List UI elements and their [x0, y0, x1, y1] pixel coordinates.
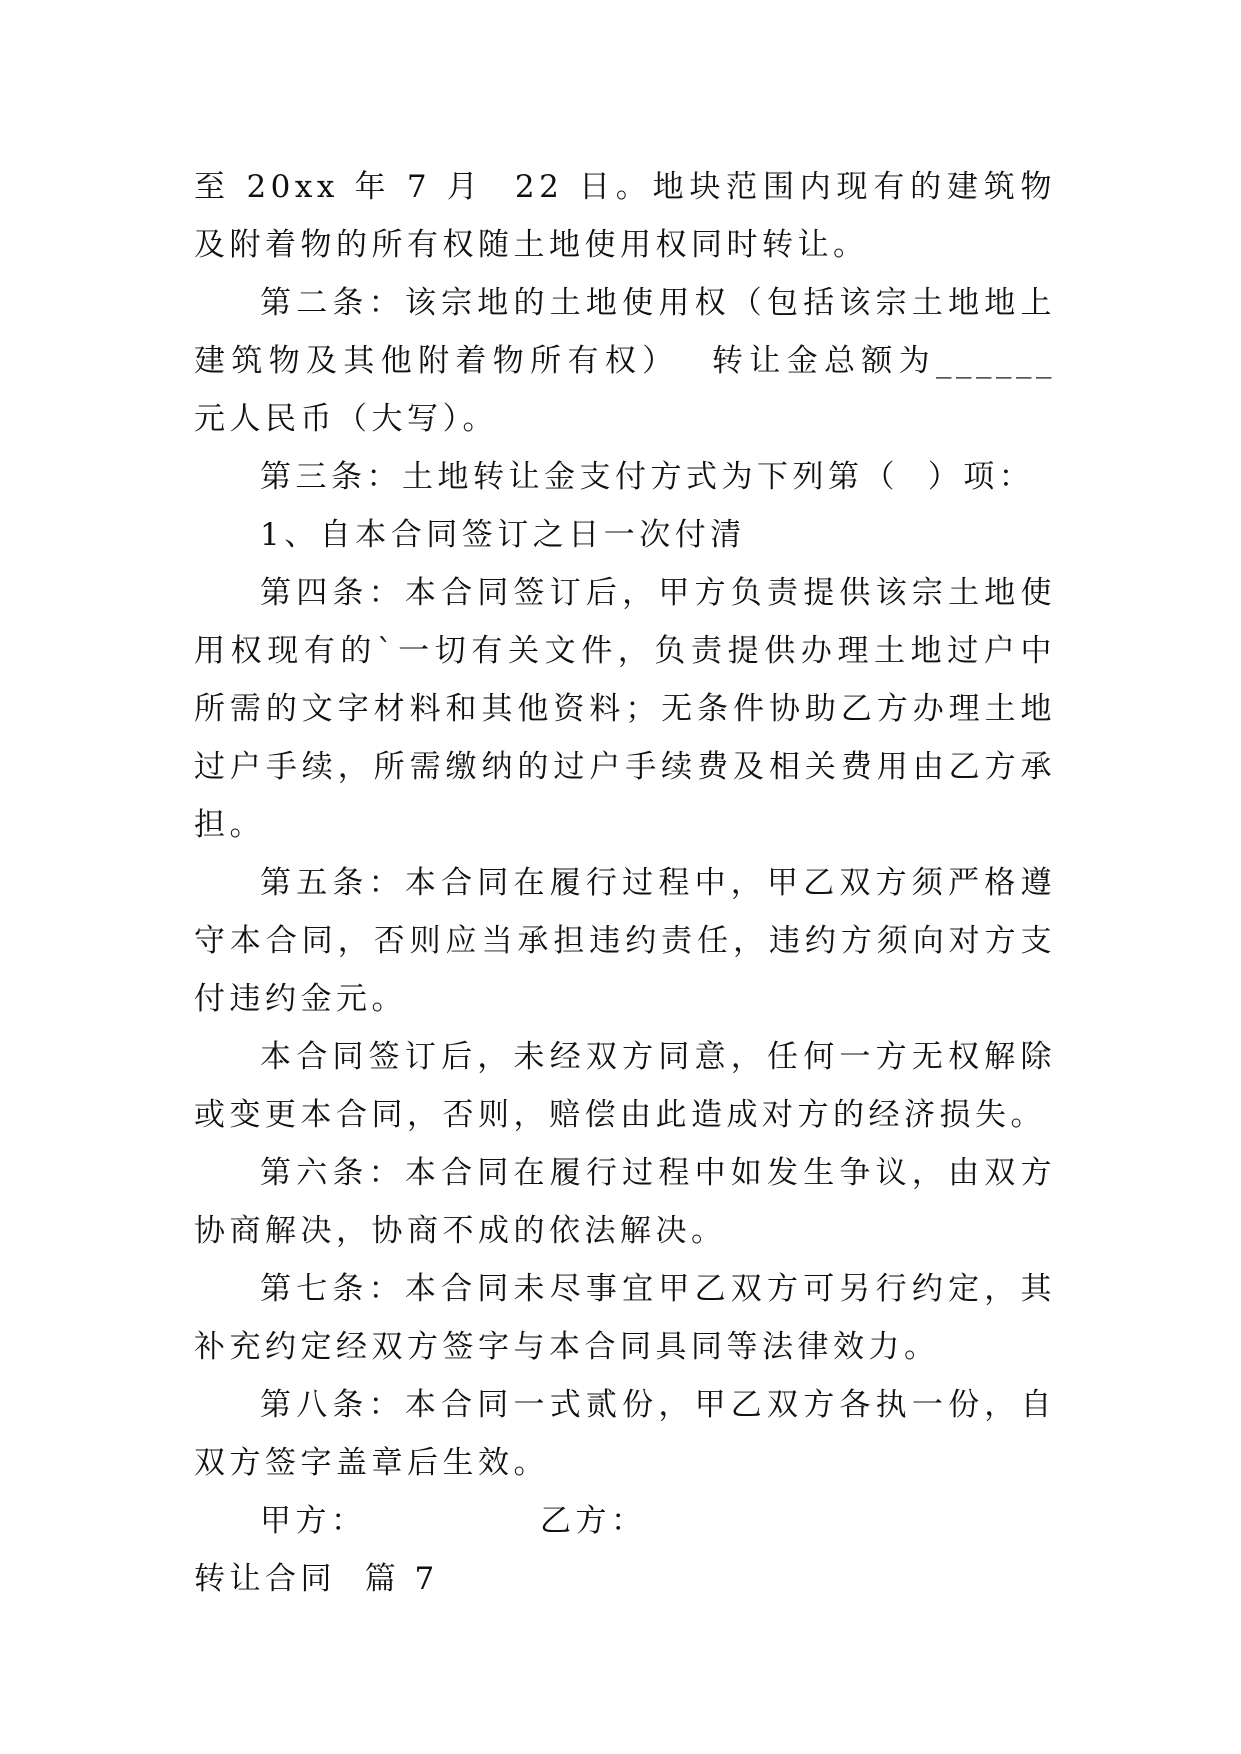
party-a-label: 甲方：: [260, 1503, 367, 1539]
paragraph-article-7: 第七条：本合同未尽事宜甲乙双方可另行约定，其补充约定经双方签字与本合同具同等法律效力。: [194, 1271, 1056, 1365]
signature-line: [194, 1492, 1056, 1550]
paragraph-article-6: 第六条：本合同在履行过程中如发生争议，由双方协商解决，协商不成的依法解决。: [194, 1155, 1056, 1249]
paragraph-article-5: 第五条：本合同在履行过程中，甲乙双方须严格遵守本合同，否则应当承担违约责任，违约方须向对方支付违约金元。: [194, 865, 1056, 1017]
paragraph-article-5-supplement: 本合同签订后，未经双方同意，任何一方无权解除或变更本合同，否则，赔偿由此造成对方的经济损失。: [194, 1039, 1056, 1133]
party-b-label: 乙方：: [540, 1503, 647, 1539]
document-body: [194, 158, 1085, 1608]
paragraph-article-4: 第四条：本合同签订后，甲方负责提供该宗土地使用权现有的`一切有关文件，负责提供办理土地过户中所需的文字材料和其他资料；无条件协助乙方办理土地过户手续，所需缴纳的过户手续费及相关费用由乙方承担。: [194, 575, 1056, 843]
paragraph-continuation: 至 20xx 年 7 月 22 日。地块范围内现有的建筑物及附着物的所有权随土地使用权同时转让。: [194, 169, 1056, 263]
next-section-title: 转让合同 篇 7: [194, 1561, 439, 1597]
paragraph-article-3: 第三条：土地转让金支付方式为下列第（ ）项：: [260, 459, 1035, 495]
paragraph-article-8: 第八条：本合同一式贰份，甲乙双方各执一份，自双方签字盖章后生效。: [194, 1387, 1056, 1481]
paragraph-article-2: 第二条：该宗地的土地使用权（包括该宗土地地上建筑物及其他附着物所有权） 转让金总额为______ 元人民币（大写）。: [194, 285, 1085, 437]
paragraph-payment-option-1: 1、自本合同签订之日一次付清: [260, 517, 746, 553]
